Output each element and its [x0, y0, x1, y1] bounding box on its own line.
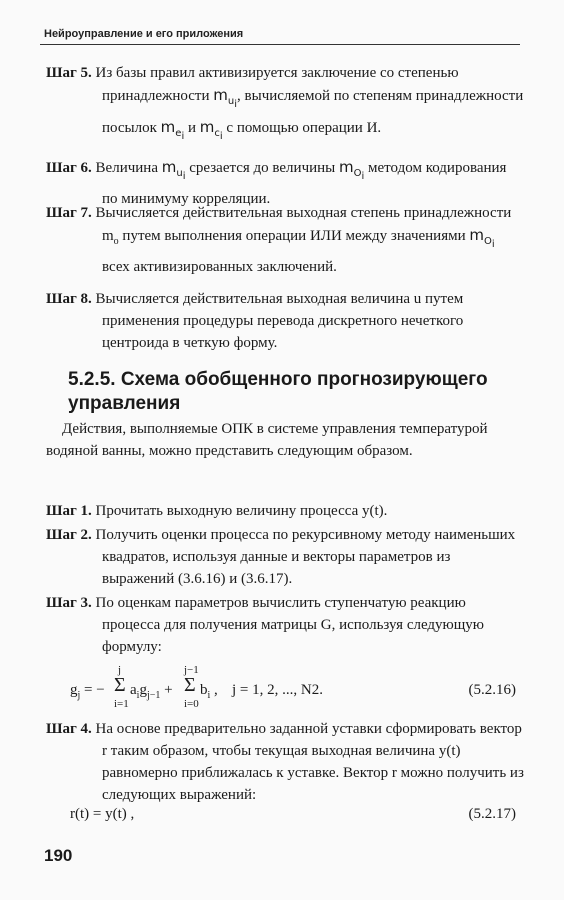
step-label: Шаг 5. — [46, 65, 92, 81]
step-3: Шаг 3. По оценкам параметров вычислить ступенчатую реакцию процесса для получения матрицы G, используя следующую формулу: — [46, 595, 485, 655]
page-number: 190 — [44, 846, 73, 865]
step-8: Шаг 8. Вычисляется действительная выходная величина u путем применения процедуры перевода дискретного нечеткого центроида в четкую форму. — [46, 291, 464, 351]
step-4: Шаг 4. На основе предварительно заданной уставки сформировать вектор r таким образом, чтобы текущая выходная величина y(t) равномерно приближалась к уставке. Вектор r можно получить из следующих выражений: — [46, 721, 524, 803]
step-1: Шаг 1. Прочитать выходную величину процесса y(t). — [46, 503, 388, 519]
formula-text: r(t) = y(t) , — [70, 806, 135, 822]
section-heading: 5.2.5. Схема обобщенного прогнозирующего управления — [68, 369, 488, 414]
equation-number: (5.2.16) — [468, 682, 516, 698]
formula-5-2-16: $g_j$ = − j Σ i=1 $a_ig_{j-1}$ + j−1 Σ i=0 $b_i$ , j = 1, 2, ..., N2. (5.2.16) — [70, 664, 516, 710]
step-7: Шаг 7. Вычисляется действительная выходная степень принадлежности $m_o$ путем выполнения операции ИЛИ между значениями $m_{O_i}$ всех активизированных заключений. — [46, 205, 512, 275]
step-2: Шаг 2. Получить оценки процесса по рекурсивному методу наименьших квадратов, используя данные и векторы параметров из выражений (3.6.16) и (3.6.17). — [46, 527, 516, 587]
formula-5-2-17 — [66, 806, 516, 830]
header-rule — [40, 44, 520, 45]
step-6: Шаг 6. Величина $m_{u_i}$ срезается до величины $m_{O_i}$ методом кодирования по минимуму корреляции. — [46, 158, 507, 207]
equation-number: (5.2.17) — [468, 806, 516, 822]
running-header: Нейроуправление и его приложения — [44, 28, 244, 40]
intro-paragraph: Действия, выполняемые ОПК в системе управления температурой водяной ванны, можно представить следующим образом. — [46, 421, 488, 459]
step-5: Шаг 5. Из базы правил активизируется заключение со степенью принадлежности $m_{u_i}$, вычисляемой по степеням принадлежности посылок $m_{e_i}$ и $m_{c_i}$ с помощью операции И. — [46, 65, 524, 142]
formula-tail: j = 1, 2, ..., N2. — [232, 682, 323, 698]
